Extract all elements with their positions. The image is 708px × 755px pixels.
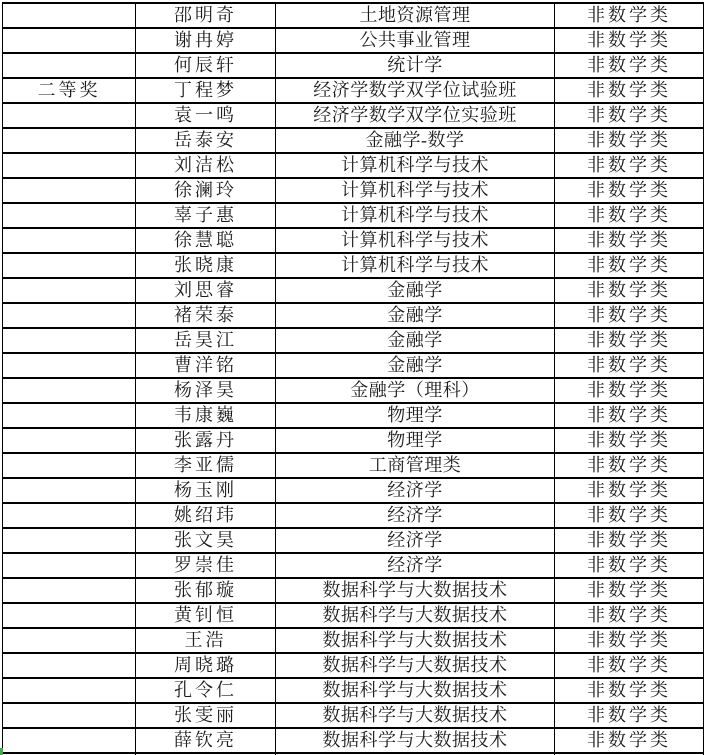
major-cell[interactable]: 数据科学与大数据技术 <box>276 678 555 703</box>
name-cell[interactable]: 薛钦亮 <box>136 728 276 753</box>
award-cell[interactable] <box>3 403 136 428</box>
category-cell[interactable]: 非数学类 <box>555 53 704 78</box>
category-cell[interactable]: 非数学类 <box>555 78 704 103</box>
award-cell[interactable] <box>3 3 136 28</box>
award-cell[interactable] <box>3 553 136 578</box>
name-cell[interactable]: 邵明奇 <box>136 3 276 28</box>
category-cell[interactable]: 非数学类 <box>555 328 704 353</box>
table-row <box>3 303 704 328</box>
table-row <box>3 428 704 453</box>
table-row <box>3 553 704 578</box>
major-cell[interactable]: 经济学 <box>276 478 555 503</box>
name-cell[interactable]: 曹洋铭 <box>136 353 276 378</box>
major-cell[interactable]: 计算机科学与技术 <box>276 203 555 228</box>
award-cell[interactable] <box>3 428 136 453</box>
name-cell[interactable]: 杨玉刚 <box>136 478 276 503</box>
award-cell[interactable] <box>3 478 136 503</box>
table-row <box>3 578 704 603</box>
award-cell[interactable] <box>3 628 136 653</box>
table-row <box>3 3 704 28</box>
name-cell[interactable]: 黄钊恒 <box>136 603 276 628</box>
table-row <box>3 728 704 753</box>
award-cell[interactable] <box>3 228 136 253</box>
category-cell[interactable]: 非数学类 <box>555 203 704 228</box>
name-cell[interactable]: 罗崇佳 <box>136 553 276 578</box>
table-row <box>3 653 704 678</box>
award-cell[interactable] <box>3 578 136 603</box>
table-row <box>3 103 704 128</box>
major-cell[interactable]: 土地资源管理 <box>276 3 555 28</box>
major-cell[interactable]: 金融学（理科） <box>276 378 555 403</box>
award-cell[interactable] <box>3 203 136 228</box>
name-cell[interactable]: 辜子惠 <box>136 203 276 228</box>
category-cell[interactable]: 非数学类 <box>555 728 704 753</box>
category-cell[interactable]: 非数学类 <box>555 678 704 703</box>
name-cell[interactable]: 张露丹 <box>136 428 276 453</box>
name-cell[interactable]: 丁程梦 <box>136 78 276 103</box>
name-cell[interactable]: 袁一鸣 <box>136 103 276 128</box>
name-cell[interactable]: 张郁璇 <box>136 578 276 603</box>
category-cell[interactable]: 非数学类 <box>555 278 704 303</box>
category-cell[interactable]: 非数学类 <box>555 703 704 728</box>
award-cell[interactable] <box>3 303 136 328</box>
category-cell[interactable]: 非数学类 <box>555 3 704 28</box>
category-cell[interactable]: 非数学类 <box>555 553 704 578</box>
table-row <box>3 628 704 653</box>
major-cell[interactable]: 金融学 <box>276 278 555 303</box>
table-row <box>3 403 704 428</box>
major-cell[interactable]: 金融学-数学 <box>276 128 555 153</box>
major-cell[interactable]: 金融学 <box>276 328 555 353</box>
award-cell[interactable] <box>3 503 136 528</box>
category-cell[interactable]: 非数学类 <box>555 403 704 428</box>
award-cell[interactable] <box>3 328 136 353</box>
category-cell[interactable]: 非数学类 <box>555 28 704 53</box>
award-cell[interactable] <box>3 28 136 53</box>
major-cell[interactable]: 经济学数学双学位试验班 <box>276 78 555 103</box>
category-cell[interactable]: 非数学类 <box>555 478 704 503</box>
category-cell[interactable]: 非数学类 <box>555 228 704 253</box>
table-row <box>3 78 704 103</box>
major-cell[interactable]: 数据科学与大数据技术 <box>276 703 555 728</box>
table-row <box>3 28 704 53</box>
name-cell[interactable]: 孔令仁 <box>136 678 276 703</box>
major-cell[interactable]: 数据科学与大数据技术 <box>276 653 555 678</box>
major-cell[interactable]: 金融学 <box>276 353 555 378</box>
table-row <box>3 128 704 153</box>
category-cell[interactable]: 非数学类 <box>555 128 704 153</box>
table-row <box>3 453 704 478</box>
category-cell[interactable]: 非数学类 <box>555 528 704 553</box>
award-cell[interactable] <box>3 178 136 203</box>
award-table <box>2 2 704 755</box>
table-row <box>3 603 704 628</box>
major-cell[interactable]: 计算机科学与技术 <box>276 153 555 178</box>
category-cell[interactable]: 非数学类 <box>555 578 704 603</box>
category-cell[interactable]: 非数学类 <box>555 428 704 453</box>
name-cell[interactable]: 张雯丽 <box>136 703 276 728</box>
category-cell[interactable]: 非数学类 <box>555 103 704 128</box>
category-cell[interactable]: 非数学类 <box>555 653 704 678</box>
major-cell[interactable]: 物理学 <box>276 428 555 453</box>
award-cell[interactable] <box>3 278 136 303</box>
name-cell[interactable]: 褚荣泰 <box>136 303 276 328</box>
name-cell[interactable]: 姚绍玮 <box>136 503 276 528</box>
name-cell[interactable]: 周晓璐 <box>136 653 276 678</box>
award-cell[interactable] <box>3 53 136 78</box>
category-cell[interactable]: 非数学类 <box>555 253 704 278</box>
name-cell[interactable]: 杨泽昊 <box>136 378 276 403</box>
category-cell[interactable]: 非数学类 <box>555 303 704 328</box>
table-row <box>3 528 704 553</box>
category-cell[interactable]: 非数学类 <box>555 628 704 653</box>
award-cell[interactable]: 二等奖 <box>3 78 136 103</box>
award-cell[interactable] <box>3 353 136 378</box>
category-cell[interactable]: 非数学类 <box>555 178 704 203</box>
award-cell[interactable] <box>3 103 136 128</box>
table-row <box>3 228 704 253</box>
major-cell[interactable]: 计算机科学与技术 <box>276 228 555 253</box>
name-cell[interactable]: 谢冉婷 <box>136 28 276 53</box>
name-cell[interactable]: 岳昊江 <box>136 328 276 353</box>
category-cell[interactable]: 非数学类 <box>555 153 704 178</box>
major-cell[interactable]: 数据科学与大数据技术 <box>276 603 555 628</box>
award-cell[interactable] <box>3 153 136 178</box>
major-cell[interactable]: 公共事业管理 <box>276 28 555 53</box>
award-cell[interactable] <box>3 528 136 553</box>
category-cell[interactable]: 非数学类 <box>555 353 704 378</box>
table-row <box>3 378 704 403</box>
category-cell[interactable]: 非数学类 <box>555 503 704 528</box>
name-cell[interactable]: 何辰轩 <box>136 53 276 78</box>
major-cell[interactable]: 数据科学与大数据技术 <box>276 628 555 653</box>
table-row <box>3 278 704 303</box>
table-row <box>3 178 704 203</box>
table-row <box>3 353 704 378</box>
award-cell[interactable] <box>3 678 136 703</box>
green-selection-marker <box>0 748 3 755</box>
category-cell[interactable]: 非数学类 <box>555 378 704 403</box>
major-cell[interactable]: 数据科学与大数据技术 <box>276 578 555 603</box>
name-cell[interactable]: 徐慧聪 <box>136 228 276 253</box>
table-row <box>3 503 704 528</box>
major-cell[interactable]: 金融学 <box>276 303 555 328</box>
major-cell[interactable]: 经济学 <box>276 503 555 528</box>
table-row <box>3 53 704 78</box>
award-cell[interactable] <box>3 703 136 728</box>
category-cell[interactable]: 非数学类 <box>555 453 704 478</box>
award-cell[interactable] <box>3 453 136 478</box>
major-cell[interactable]: 物理学 <box>276 403 555 428</box>
major-cell[interactable]: 数据科学与大数据技术 <box>276 728 555 753</box>
table-row <box>3 678 704 703</box>
award-cell[interactable] <box>3 128 136 153</box>
name-cell[interactable]: 王浩 <box>136 628 276 653</box>
award-cell[interactable] <box>3 378 136 403</box>
major-cell[interactable]: 经济学 <box>276 553 555 578</box>
table-row <box>3 703 704 728</box>
major-cell[interactable]: 计算机科学与技术 <box>276 253 555 278</box>
name-cell[interactable]: 徐澜玲 <box>136 178 276 203</box>
name-cell[interactable]: 岳泰安 <box>136 128 276 153</box>
table-row <box>3 253 704 278</box>
award-cell[interactable] <box>3 253 136 278</box>
major-cell[interactable]: 经济学数学双学位实验班 <box>276 103 555 128</box>
major-cell[interactable]: 计算机科学与技术 <box>276 178 555 203</box>
name-cell[interactable]: 李亚儒 <box>136 453 276 478</box>
major-cell[interactable]: 统计学 <box>276 53 555 78</box>
category-cell[interactable]: 非数学类 <box>555 603 704 628</box>
major-cell[interactable]: 经济学 <box>276 528 555 553</box>
table-row <box>3 328 704 353</box>
table-row <box>3 153 704 178</box>
name-cell[interactable]: 张文昊 <box>136 528 276 553</box>
name-cell[interactable]: 刘洁松 <box>136 153 276 178</box>
table-row <box>3 478 704 503</box>
name-cell[interactable]: 韦康巍 <box>136 403 276 428</box>
table-row <box>3 203 704 228</box>
name-cell[interactable]: 张晓康 <box>136 253 276 278</box>
award-cell[interactable] <box>3 653 136 678</box>
award-cell[interactable] <box>3 728 136 753</box>
award-cell[interactable] <box>3 603 136 628</box>
major-cell[interactable]: 工商管理类 <box>276 453 555 478</box>
name-cell[interactable]: 刘思睿 <box>136 278 276 303</box>
